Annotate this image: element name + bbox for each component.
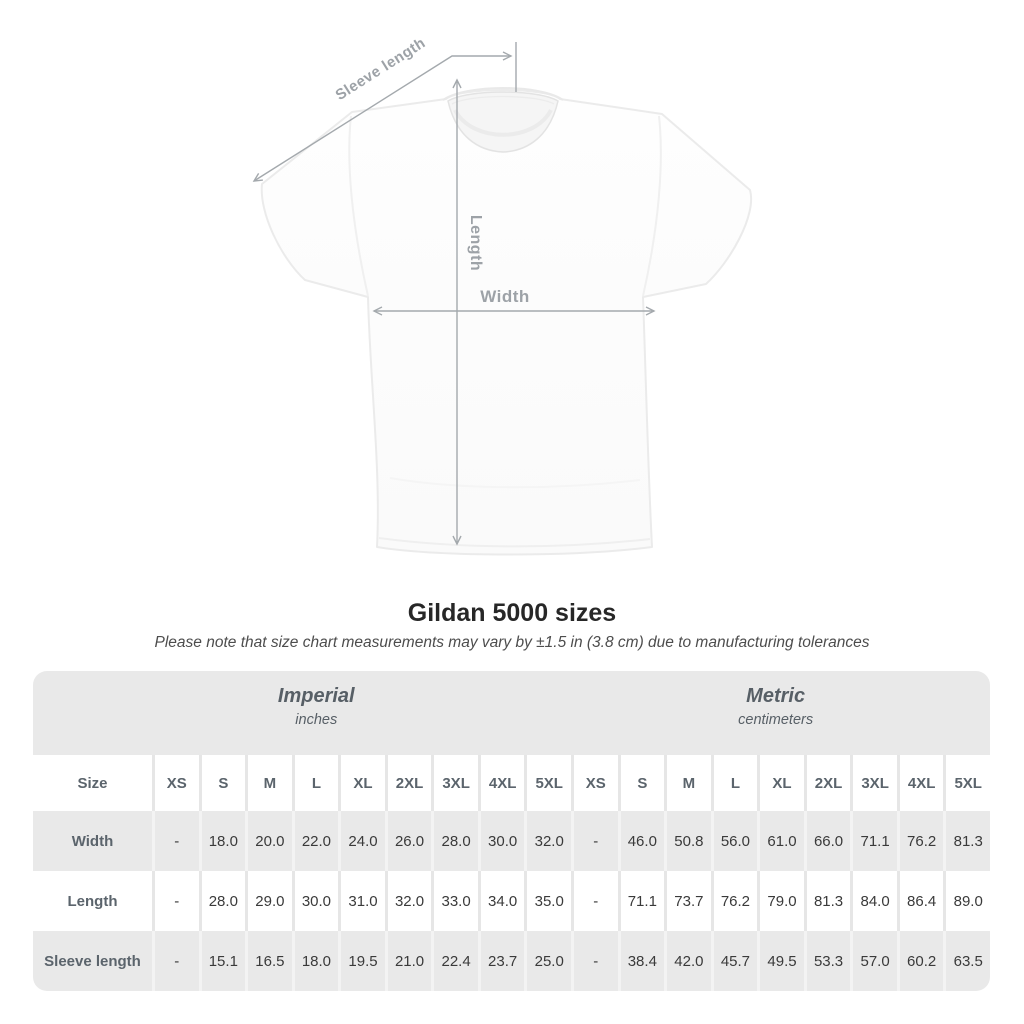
size-column-header: S <box>199 755 246 811</box>
table-cell: 22.0 <box>292 811 339 871</box>
table-cell: 89.0 <box>943 871 990 931</box>
table-cell: 20.0 <box>245 811 292 871</box>
table-cell: 28.0 <box>431 811 478 871</box>
size-column-header: 2XL <box>385 755 432 811</box>
width-label: Width <box>480 287 530 306</box>
size-column-header: XS <box>152 755 199 811</box>
table-cell: 34.0 <box>478 871 525 931</box>
table-cell: 61.0 <box>757 811 804 871</box>
size-col-header: Size <box>77 774 108 792</box>
table-cell: 60.2 <box>897 931 944 991</box>
table-cell: 66.0 <box>804 811 851 871</box>
table-cell: 73.7 <box>664 871 711 931</box>
table-cell: 29.0 <box>245 871 292 931</box>
size-column-header: 5XL <box>524 755 571 811</box>
table-cell: 57.0 <box>850 931 897 991</box>
table-cell: 19.5 <box>338 931 385 991</box>
unit-header-band <box>33 671 990 755</box>
row-label: Width <box>71 832 114 850</box>
table-cell: 76.2 <box>711 871 758 931</box>
size-column-header: 2XL <box>804 755 851 811</box>
page-title: Gildan 5000 sizes <box>407 599 617 627</box>
table-cell: 56.0 <box>711 811 758 871</box>
table-cell: 84.0 <box>850 871 897 931</box>
table-cell: 38.4 <box>618 931 665 991</box>
row-label: Sleeve length <box>44 952 141 970</box>
table-cell: 49.5 <box>757 931 804 991</box>
size-column-header: S <box>618 755 665 811</box>
size-column-header: M <box>245 755 292 811</box>
table-cell: 22.4 <box>431 931 478 991</box>
table-cell: 28.0 <box>199 871 246 931</box>
table-cell: 81.3 <box>804 871 851 931</box>
size-column-header: L <box>711 755 758 811</box>
table-cell: 81.3 <box>943 811 990 871</box>
size-column-header: XS <box>571 755 618 811</box>
table-cell: - <box>571 871 618 931</box>
table-cell: 18.0 <box>292 931 339 991</box>
table-cell: 33.0 <box>431 871 478 931</box>
table-cell: 24.0 <box>338 811 385 871</box>
table-cell: - <box>152 871 199 931</box>
imperial-title: Imperial <box>277 685 355 707</box>
metric-header <box>738 685 813 728</box>
table-cell: 15.1 <box>199 931 246 991</box>
imperial-header <box>278 685 355 728</box>
table-row-length <box>33 871 990 931</box>
table-cell: 86.4 <box>897 871 944 931</box>
tshirt-illustration <box>262 88 751 555</box>
imperial-unit: inches <box>295 712 338 728</box>
tolerance-note: Please note that size chart measurements may vary by ±1.5 in (3.8 cm) due to manufacturing tolerances <box>154 634 870 651</box>
table-cell: - <box>571 811 618 871</box>
size-column-header: 4XL <box>478 755 525 811</box>
table-cell: 30.0 <box>292 871 339 931</box>
table-cell: 71.1 <box>850 811 897 871</box>
table-cell: 32.0 <box>524 811 571 871</box>
table-cell: 35.0 <box>524 871 571 931</box>
metric-unit: centimeters <box>738 712 814 728</box>
table-cell: 46.0 <box>618 811 665 871</box>
table-cell: 45.7 <box>711 931 758 991</box>
table-cell: 71.1 <box>618 871 665 931</box>
size-column-header: L <box>292 755 339 811</box>
table-cell: 16.5 <box>245 931 292 991</box>
table-cell: 25.0 <box>524 931 571 991</box>
table-cell: 42.0 <box>664 931 711 991</box>
table-cell: 21.0 <box>385 931 432 991</box>
table-cell: 79.0 <box>757 871 804 931</box>
size-header-row <box>33 755 990 811</box>
table-cell: 32.0 <box>385 871 432 931</box>
row-label: Length <box>67 892 118 910</box>
size-column-header: XL <box>757 755 804 811</box>
table-cell: 63.5 <box>943 931 990 991</box>
size-column-header: 3XL <box>850 755 897 811</box>
length-label: Length <box>467 214 484 272</box>
table-cell: 50.8 <box>664 811 711 871</box>
metric-title: Metric <box>746 685 806 707</box>
table-cell: - <box>152 811 199 871</box>
table-cell: 53.3 <box>804 931 851 991</box>
table-cell: 23.7 <box>478 931 525 991</box>
size-column-header: 5XL <box>943 755 990 811</box>
size-column-header: M <box>664 755 711 811</box>
size-column-header: XL <box>338 755 385 811</box>
size-column-header: 3XL <box>431 755 478 811</box>
table-cell: 26.0 <box>385 811 432 871</box>
table-cell: 31.0 <box>338 871 385 931</box>
table-cell: 76.2 <box>897 811 944 871</box>
table-row-sleeve-length <box>33 931 990 991</box>
size-column-header: 4XL <box>897 755 944 811</box>
table-cell: - <box>571 931 618 991</box>
size-table <box>33 671 990 991</box>
table-cell: 30.0 <box>478 811 525 871</box>
table-cell: 18.0 <box>199 811 246 871</box>
sleeve-length-label: Sleeve length <box>332 34 429 105</box>
table-row-width <box>33 811 990 871</box>
table-cell: - <box>152 931 199 991</box>
